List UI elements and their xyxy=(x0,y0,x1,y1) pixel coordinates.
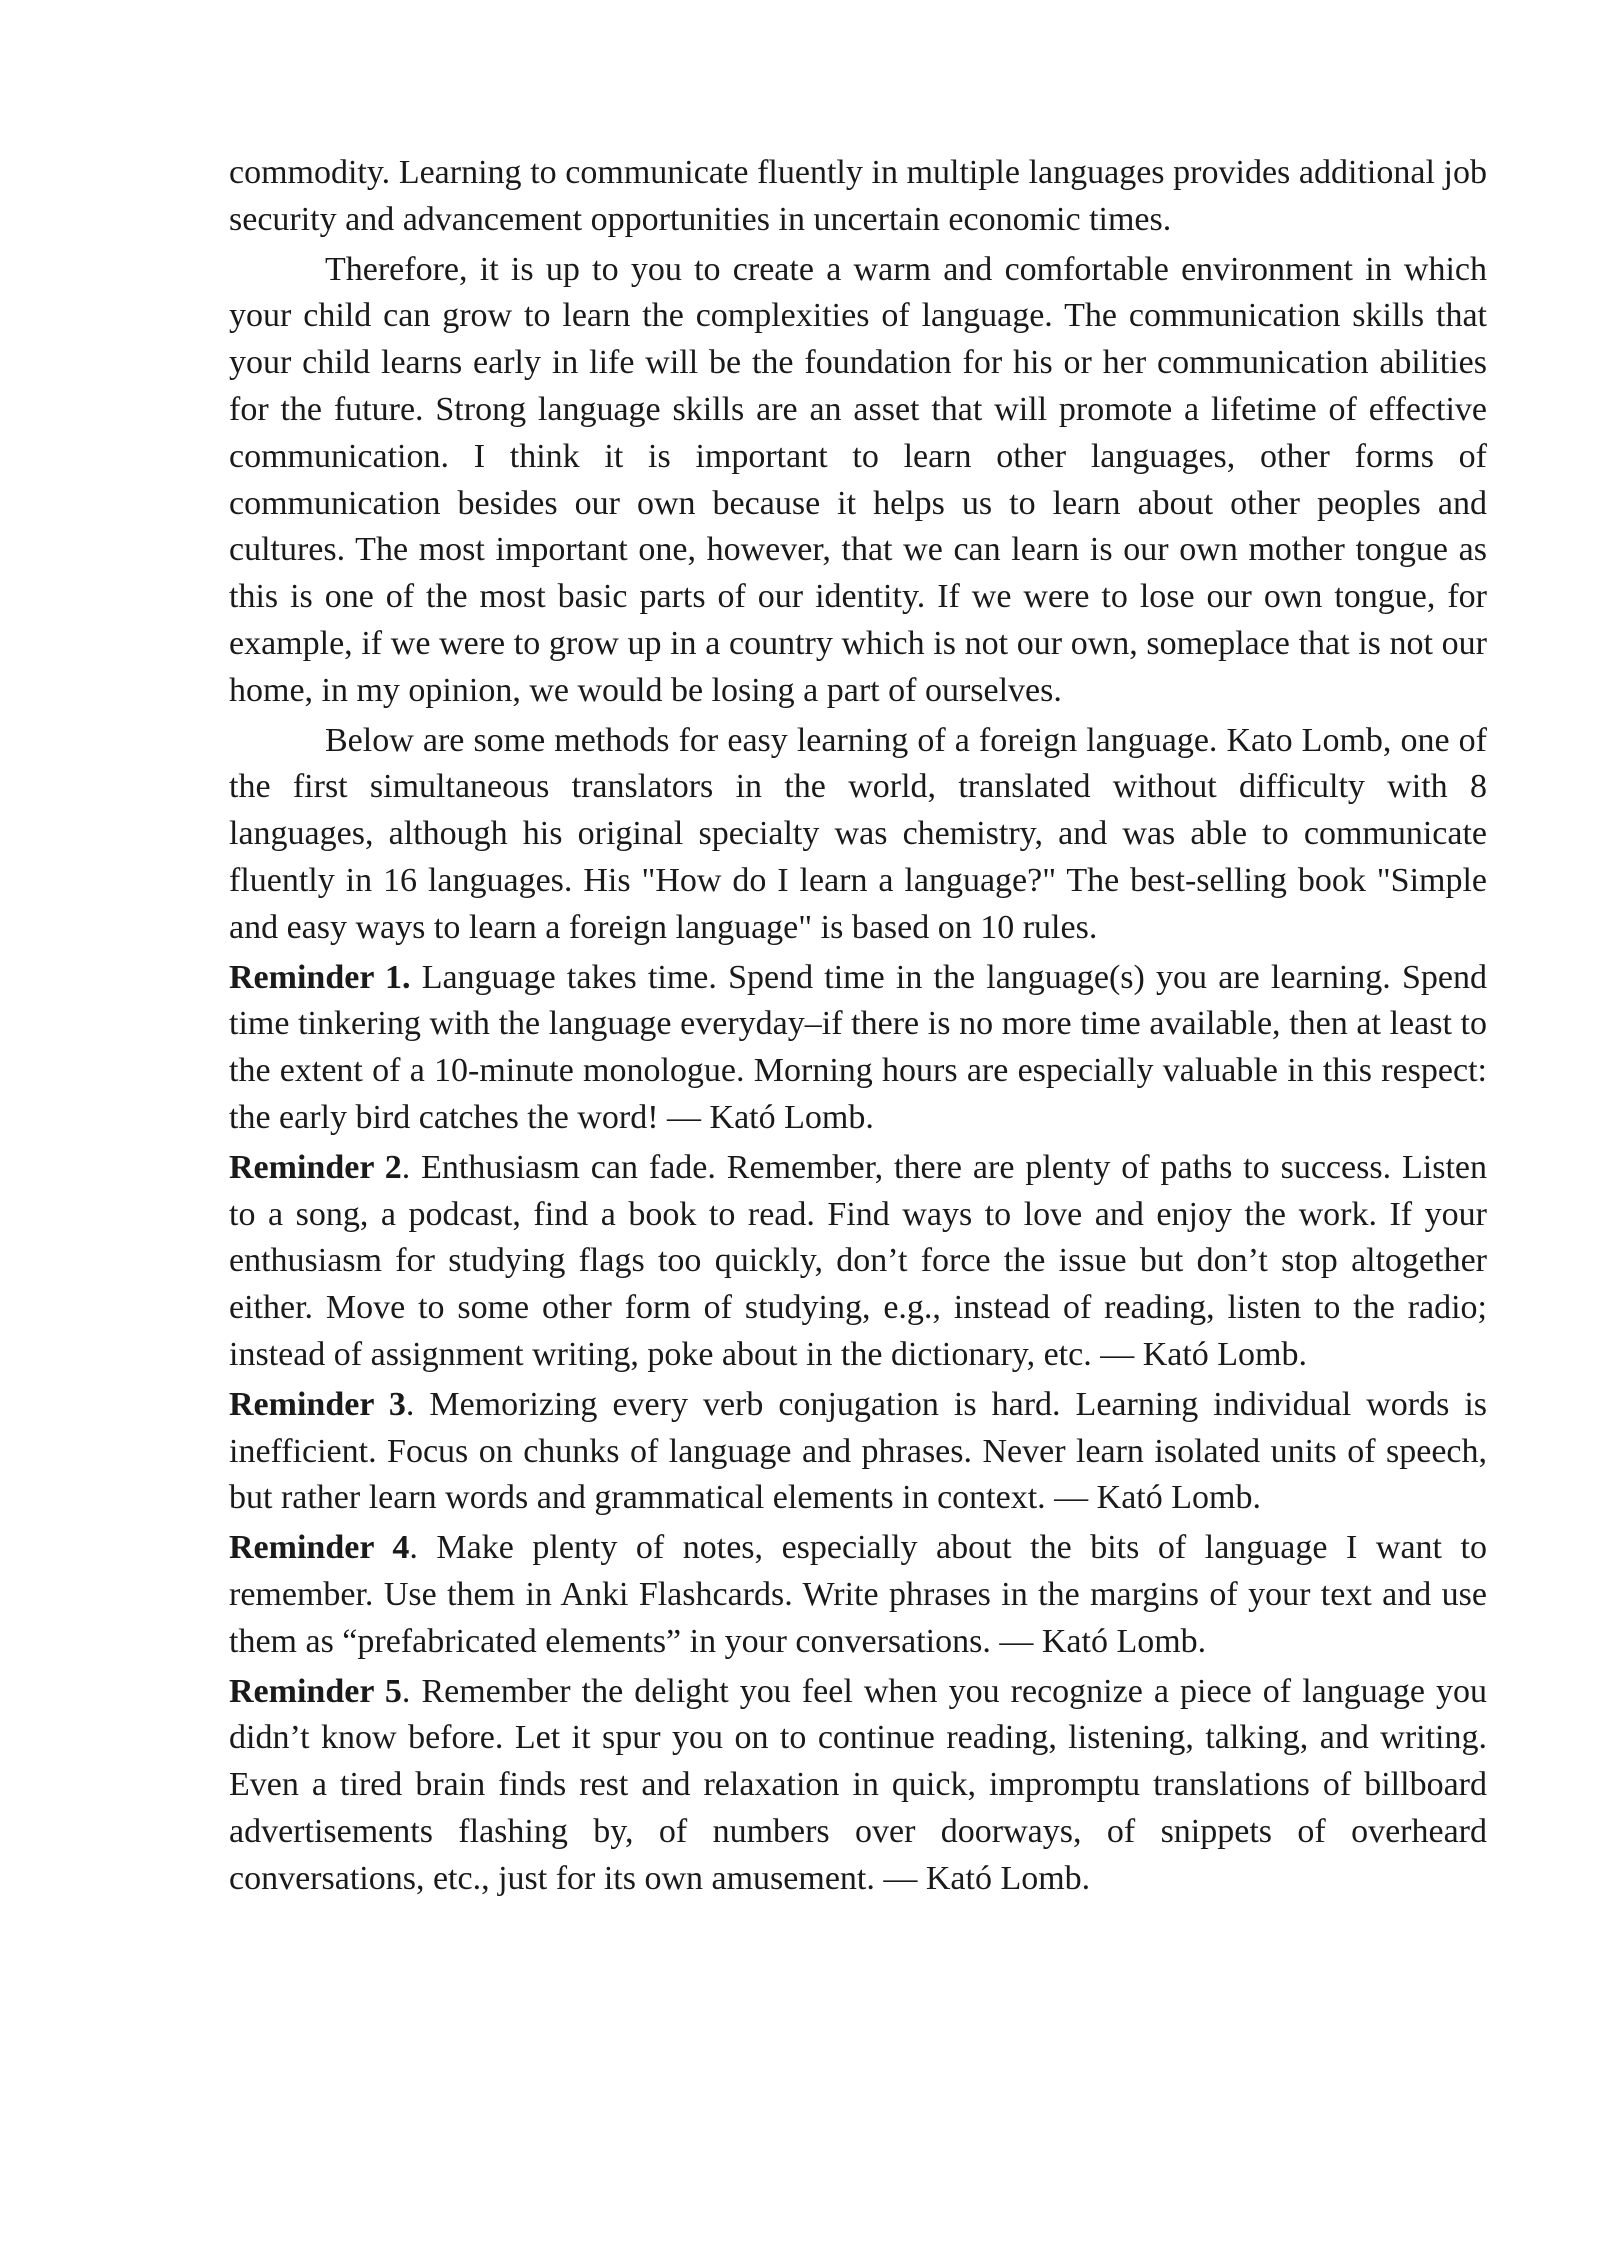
reminder-heading: Reminder 4 xyxy=(229,1529,410,1567)
reminder-heading: Reminder 3 xyxy=(229,1385,406,1423)
reminder-text: . Memorizing every verb conjugation is hard. Learning individual words is inefficient. Focus on chunks of language and phrases. Never learn isolated units of speech, but rather learn words and grammatical elements in context. — Kató Lomb. xyxy=(229,1385,1487,1517)
reminder-4 xyxy=(229,1525,1487,1665)
reminder-heading: Reminder 5 xyxy=(229,1672,402,1710)
reminder-text: Language takes time. Spend time in the language(s) you are learning. Spend time tinkering with the language everyday–if there is no more time available, then at least to the extent of a 10-minute monologue. Morning hours are especially valuable in this respect: the early bird catches the word! — Kató Lomb. xyxy=(229,958,1487,1136)
body-text xyxy=(229,150,1487,1905)
paragraph-text: Therefore, it is up to you to create a warm and comfortable environment in which your child can grow to learn the complexities of language. The communication skills that your child learns early in life will be the foundation for his or her communication abilities for the future. Strong language skills are an asset that will promote a lifetime of effective communication. I think it is important to learn other languages, other forms of communication besides our own because it helps us to learn about other peoples and cultures. The most important one, however, that we can learn is our own mother tongue as this is one of the most basic parts of our identity. If we were to lose our own tongue, for example, if we were to grow up in a country which is not our own, someplace that is not our home, in my opinion, we would be losing a part of ourselves. xyxy=(229,250,1487,709)
reminder-2 xyxy=(229,1145,1487,1379)
reminder-5 xyxy=(229,1669,1487,1903)
reminder-3 xyxy=(229,1382,1487,1522)
reminder-heading: Reminder 1. xyxy=(229,958,411,996)
reminder-1 xyxy=(229,955,1487,1142)
reminder-heading: Reminder 2 xyxy=(229,1148,402,1186)
paragraph-text: Below are some methods for easy learning of a foreign language. Kato Lomb, one of the first simultaneous translators in the world, translated without difficulty with 8 languages, although his original specialty was chemistry, and was able to communicate fluently in 16 languages. His "How do I learn a language?" The best-selling book "Simple and easy ways to learn a foreign language" is based on 10 rules. xyxy=(229,721,1487,946)
paragraph-commodity xyxy=(229,150,1487,244)
paragraph-methods-intro xyxy=(229,718,1487,952)
paragraph-text: commodity. Learning to communicate fluently in multiple languages provides additional job security and advancement opportunities in uncertain economic times. xyxy=(229,154,1487,238)
reminder-text: . Remember the delight you feel when you recognize a piece of language you didn’t know before. Let it spur you on to continue reading, listening, talking, and writing. Even a tired brain finds rest and relaxation in quick, impromptu translations of billboard advertisements flashing by, of numbers over doorways, of snippets of overheard conversations, etc., just for its own amusement. — Kató Lomb. xyxy=(229,1672,1487,1897)
reminder-text: . Make plenty of notes, especially about the bits of language I want to remember. Use them in Anki Flashcards. Write phrases in the margins of your text and use them as “prefabricated elements” in your conversations. — Kató Lomb. xyxy=(229,1529,1487,1660)
reminder-text: . Enthusiasm can fade. Remember, there are plenty of paths to success. Listen to a song, a podcast, find a book to read. Find ways to love and enjoy the work. If your enthusiasm for studying flags too quickly, don’t force the issue but don’t stop altogether either. Move to some other form of studying, e.g., instead of reading, listen to the radio; instead of assignment writing, poke about in the dictionary, etc. — Kató Lomb. xyxy=(229,1148,1487,1373)
paragraph-environment xyxy=(229,247,1487,715)
